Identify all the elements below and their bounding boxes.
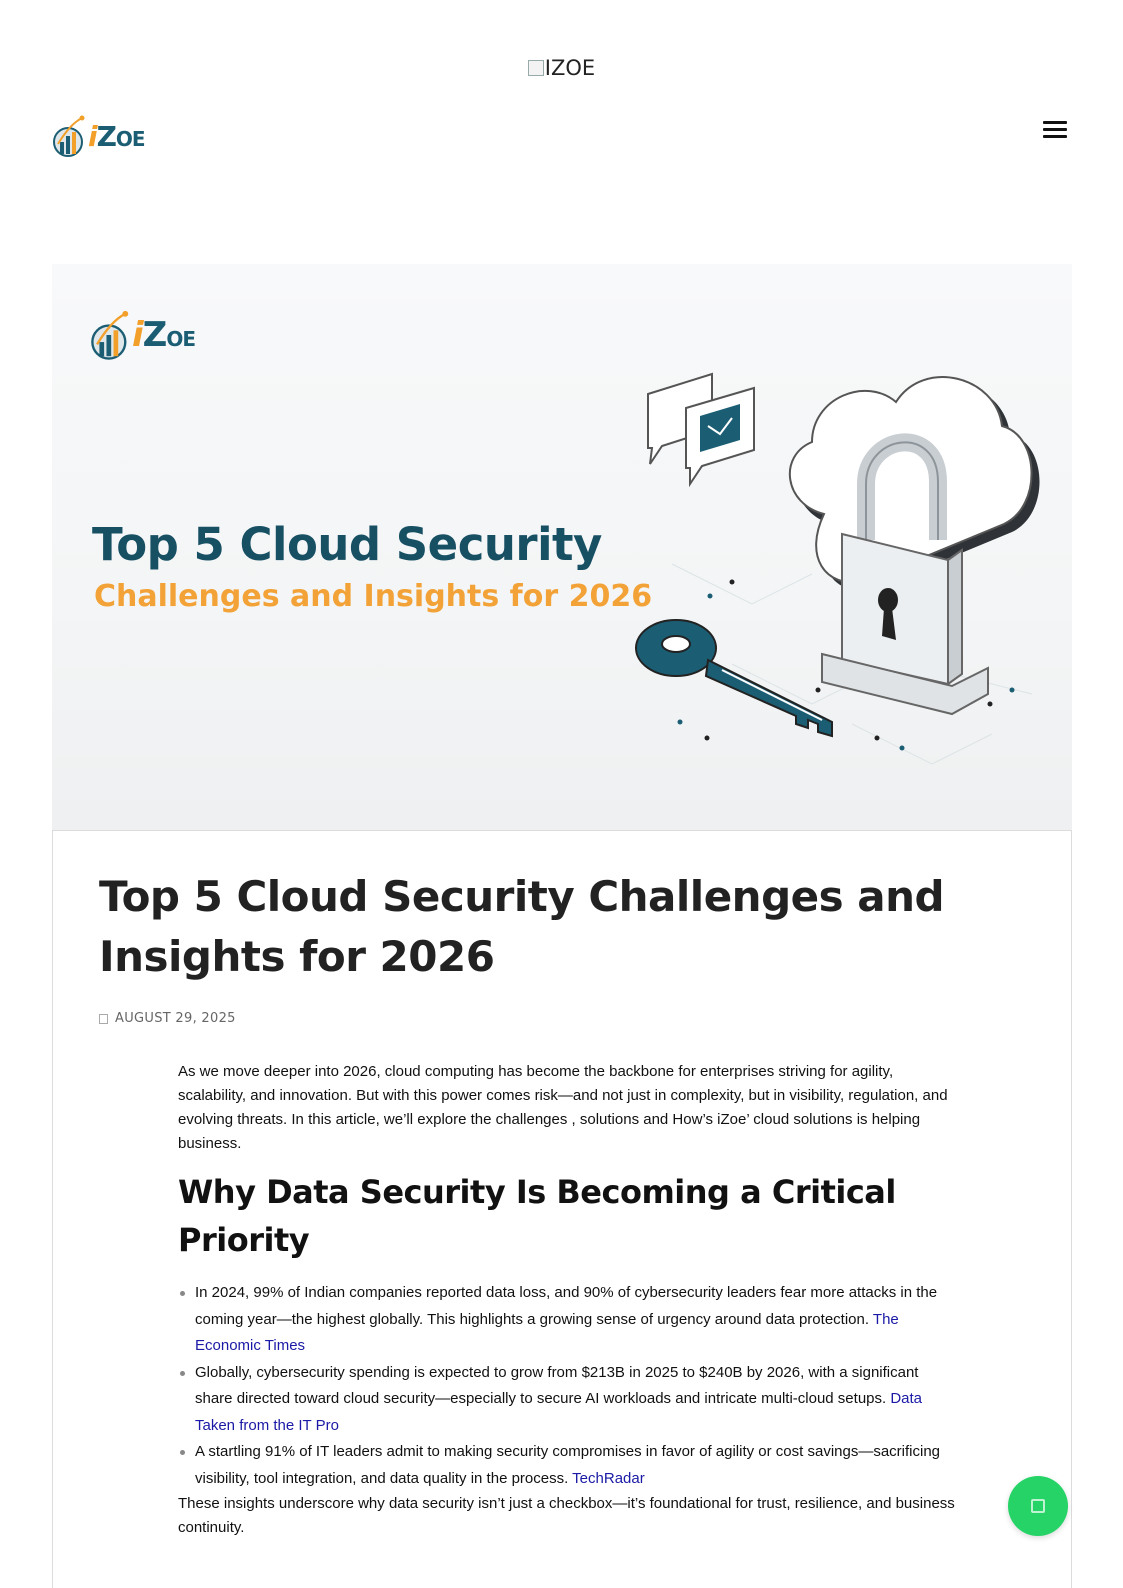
source-link-techradar[interactable]: TechRadar — [572, 1469, 645, 1487]
post-date — [99, 1011, 236, 1026]
key-icon — [636, 620, 832, 736]
site-logo[interactable] — [52, 112, 152, 160]
list-item: In 2024, 99% of Indian companies reported data loss, and 90% of cybersecurity leaders fear more attacks in the coming year—the highest globally. This highlights a growing sense of urgency around data protection. The Economic Times — [178, 1280, 958, 1360]
post-date-text: AUGUST 29, 2025 — [115, 1011, 236, 1026]
hamburger-menu-icon[interactable] — [1043, 121, 1067, 139]
cloud-security-illustration — [612, 364, 1062, 784]
broken-image-icon — [528, 60, 544, 76]
hero-title-line2: Challenges and Insights for 2026 — [94, 579, 653, 614]
source-link-economic-times[interactable]: The Economic Times — [195, 1310, 899, 1354]
hero-logo-mark-icon — [90, 309, 130, 361]
closing-paragraph: These insights underscore why data security isn’t just a checkbox—it’s foundational for trust, resilience, and business continuity. — [178, 1495, 955, 1536]
broken-header-image — [0, 56, 1123, 80]
insights-list — [178, 1280, 958, 1492]
post-content — [178, 1060, 958, 1552]
hero-logo-wordmark: iZOE — [132, 315, 195, 355]
calendar-icon — [99, 1014, 108, 1024]
source-link-it-pro[interactable]: Data Taken from the IT Pro — [195, 1390, 923, 1434]
hero-logo — [90, 309, 195, 361]
list-item: A startling 91% of IT leaders admit to making security compromises in favor of agility or cost savings—sacrificing visibility, tool integration, and data quality in the process. TechRadar — [178, 1439, 958, 1492]
list-item: Globally, cybersecurity spending is expected to grow from $213B in 2025 to $240B by 2026, with a significant share directed toward cloud security—especially to secure AI workloads and intricate multi-cloud setups. Data Taken from the IT Pro — [178, 1360, 958, 1440]
post-intro: As we move deeper into 2026, cloud computing has become the backbone for enterprises striving for agility, scalability, and innovation. But with this power comes risk—and not just in complexity, but in visibility, regulation, and evolving threats. In this article, we’ll explore the challenges , solutions and How’s iZoe’ cloud solutions is helping business. — [178, 1063, 948, 1152]
hero-title-line1: Top 5 Cloud Security — [92, 518, 602, 571]
hero-banner-image — [52, 264, 1072, 830]
header-image-alt-text: IZOE — [544, 56, 596, 80]
logo-mark-icon — [52, 114, 86, 158]
whatsapp-chat-button[interactable] — [1008, 1476, 1068, 1536]
post-title: Top 5 Cloud Security Challenges and Insights for 2026 — [99, 872, 945, 981]
whatsapp-icon — [1031, 1499, 1045, 1513]
section-heading: Why Data Security Is Becoming a Critical Priority — [178, 1173, 896, 1259]
chat-bubble-icon — [648, 374, 754, 484]
logo-wordmark: iZOE — [88, 119, 145, 153]
